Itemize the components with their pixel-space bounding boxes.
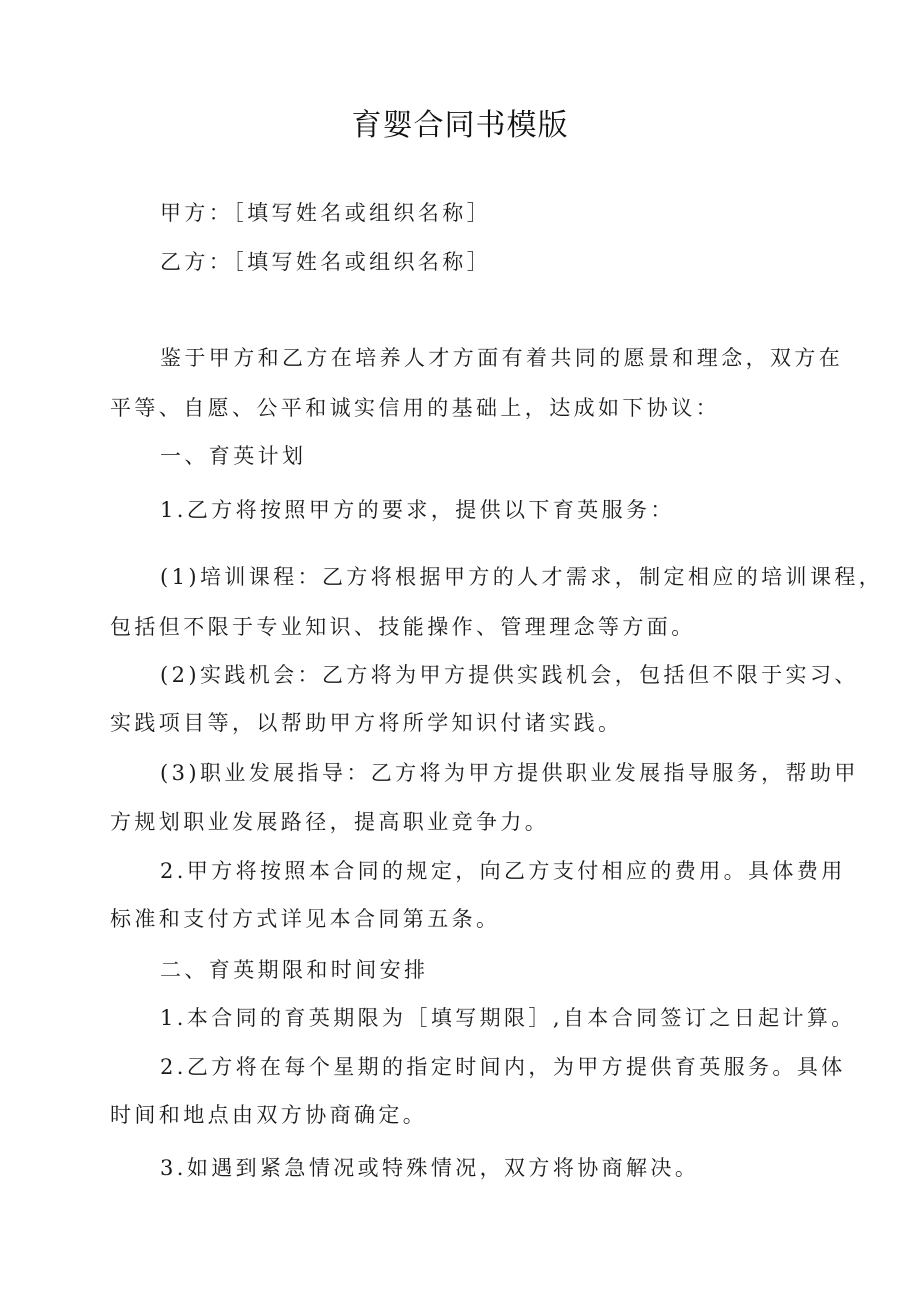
- clause-1-1-2-line-2: 实践项目等，以帮助甲方将所学知识付诸实践。: [110, 711, 623, 735]
- clause-1-2-line-1: 2.甲方将按照本合同的规定，向乙方支付相应的费用。具体费用: [160, 859, 846, 883]
- section-2-heading: 二、育英期限和时间安排: [160, 958, 429, 982]
- clause-1-2-line-2: 标准和支付方式详见本合同第五条。: [110, 907, 501, 931]
- preamble-line-2: 平等、自愿、公平和诚实信用的基础上，达成如下协议：: [110, 396, 720, 420]
- clause-1-1-3-line-2: 方规划职业发展路径，提高职业竞争力。: [110, 810, 550, 834]
- clause-1-1-3-line-1: (3)职业发展指导：乙方将为甲方提供职业发展指导服务，帮助甲: [160, 761, 859, 785]
- clause-2-3: 3.如遇到紧急情况或特殊情况，双方将协商解决。: [160, 1156, 700, 1180]
- section-1-heading: 一、育英计划: [160, 444, 307, 468]
- document-title: 育婴合同书模版: [351, 108, 569, 143]
- clause-1-1-2-line-1: (2)实践机会：乙方将为甲方提供实践机会，包括但不限于实习、: [160, 663, 859, 687]
- clause-2-2-line-2: 时间和地点由双方协商确定。: [110, 1103, 428, 1127]
- clause-1-1-1-line-1: (1)培训课程：乙方将根据甲方的人才需求，制定相应的培训课程，: [160, 565, 884, 589]
- party-b-line: 乙方：［填写姓名或组织名称］: [160, 250, 492, 274]
- clause-2-2-line-1: 2.乙方将在每个星期的指定时间内，为甲方提供育英服务。具体: [160, 1055, 846, 1079]
- party-a-line: 甲方：［填写姓名或组织名称］: [160, 201, 492, 225]
- clause-1-1: 1.乙方将按照甲方的要求，提供以下育英服务：: [160, 498, 675, 522]
- preamble-line-1: 鉴于甲方和乙方在培养人才方面有着共同的愿景和理念，双方在: [160, 346, 844, 370]
- clause-2-1: 1.本合同的育英期限为［填写期限］,自本合同签订之日起计算。: [160, 1006, 856, 1030]
- clause-1-1-1-line-2: 包括但不限于专业知识、技能操作、管理理念等方面。: [110, 615, 696, 639]
